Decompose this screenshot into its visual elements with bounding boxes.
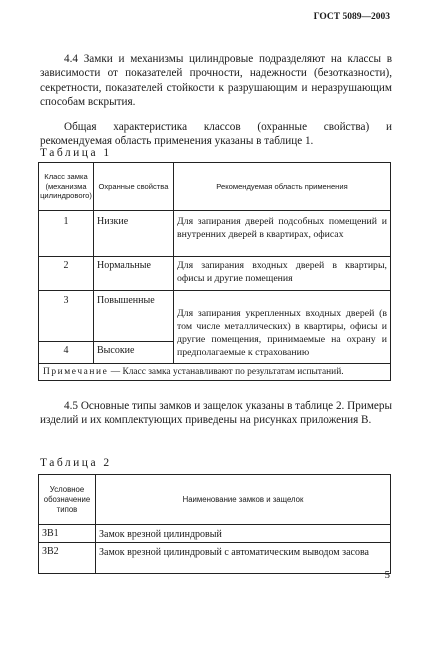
table1-header-class: Класс замка (механизма цилиндрового) <box>39 163 94 211</box>
table-row <box>39 525 391 543</box>
class-cell: 2 <box>39 257 94 291</box>
table2-header-name: Наименование замков и защелок <box>96 475 391 525</box>
table-row <box>39 291 391 342</box>
table-row <box>39 543 391 574</box>
type-name-cell: Замок врезной цилиндровый <box>96 525 391 543</box>
class-cell: 4 <box>39 342 94 364</box>
application-cell: Для запирания входных дверей в квартиры, офисы и другие помещения <box>174 257 391 291</box>
application-cell: Для запирания укрепленных входных дверей (в том числе металлических) в квартиры, офисы и другие помещения, принимаемые на охрану и предполагаемые к страхованию <box>174 291 391 364</box>
type-code-cell: ЗВ1 <box>39 525 96 543</box>
table2-header-row <box>39 475 391 525</box>
note-text: — Класс замка устанавливают по результатам испытаний. <box>108 367 344 377</box>
table-row <box>39 257 391 291</box>
paragraph-4-4: 4.4 Замки и механизмы цилиндровые подразделяют на классы в зависимости от показателей прочности, надежности (безотказности), секретности, показателей стойкости к разрушающим и неразрушающим способам вскрытия. <box>40 53 392 109</box>
table1-caption: Таблица 1 <box>40 147 112 159</box>
document-header: ГОСТ 5089—2003 <box>313 12 390 22</box>
protection-cell: Высокие <box>94 342 174 364</box>
table2-caption: Таблица 2 <box>40 457 112 469</box>
class-cell: 1 <box>39 211 94 257</box>
paragraph-4-5: 4.5 Основные типы замков и защелок указаны в таблице 2. Примеры изделий и их комплектующих приведены на рисунках приложения В. <box>40 400 392 427</box>
paragraph-general: Общая характеристика классов (охранные свойства) и рекомендуемая область применения указаны в таблице 1. <box>40 121 392 148</box>
table1-header-row <box>39 163 391 211</box>
note-label: Примечание <box>43 367 109 377</box>
table1-header-application: Рекомендуемая область применения <box>174 163 391 211</box>
table-row <box>39 211 391 257</box>
table2-header-code: Условное обозначение типов <box>39 475 96 525</box>
class-cell: 3 <box>39 291 94 342</box>
table1-note <box>39 364 391 381</box>
table-2 <box>38 474 391 574</box>
type-name-cell: Замок врезной цилиндровый с автоматическим выводом засова <box>96 543 391 574</box>
table1-note-row <box>39 364 391 381</box>
protection-cell: Низкие <box>94 211 174 257</box>
page-number: 5 <box>384 569 390 581</box>
application-cell: Для запирания дверей подсобных помещений и внутренних дверей в квартирах, офисах <box>174 211 391 257</box>
protection-cell: Повышенные <box>94 291 174 342</box>
table1-header-protection: Охранные свойства <box>94 163 174 211</box>
table-1 <box>38 162 391 381</box>
type-code-cell: ЗВ2 <box>39 543 96 574</box>
protection-cell: Нормальные <box>94 257 174 291</box>
